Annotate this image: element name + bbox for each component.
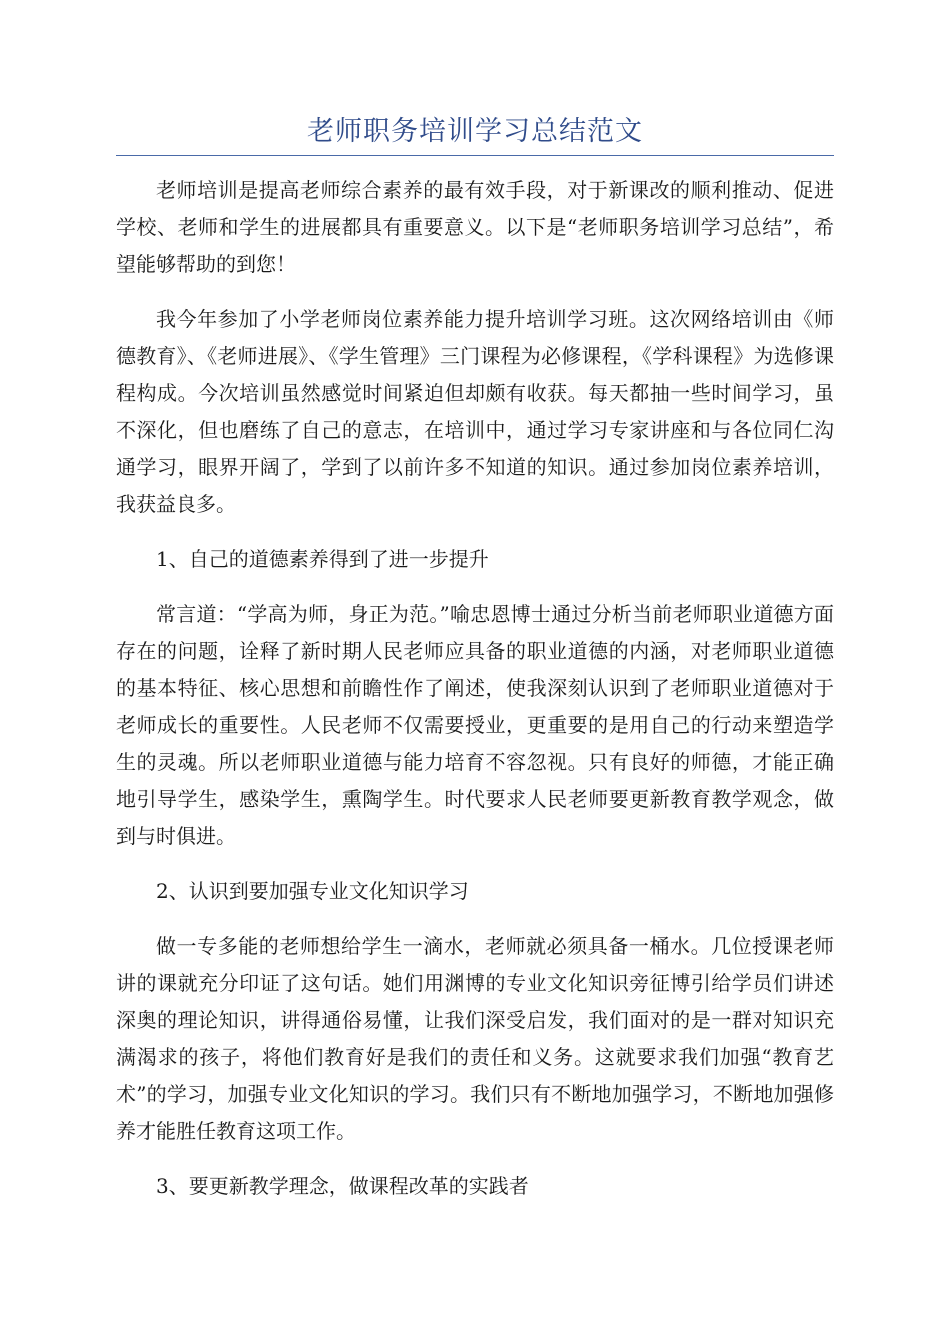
section-heading-2: 2、认识到要加强专业文化知识学习 [156, 879, 469, 903]
section-heading-1: 1、自己的道德素养得到了进一步提升 [156, 547, 489, 571]
paragraph-overview: 我今年参加了小学老师岗位素养能力提升培训学习班。这次网络培训由《师德教育》、《老师进展》、《学生管理》三门课程为必修课程，《学科课程》为选修课程构成。今次培训虽然感觉时间紧迫但却颇有收获。每天都抽一些时间学习，虽不深化，但也磨练了自己的意志，在培训中，通过学习专家讲座和与各位同仁沟通学习，眼界开阔了，学到了以前许多不知道的知识。通过参加岗位素养培训，我获益良多。 [116, 307, 834, 516]
paragraph-intro: 老师培训是提高老师综合素养的最有效手段，对于新课改的顺利推动、促进学校、老师和学生的进展都具有重要意义。以下是“老师职务培训学习总结”，希望能够帮助的到您！ [116, 178, 834, 276]
title-divider [116, 155, 834, 156]
paragraph-section-1: 常言道：“学高为师，身正为范。”喻忠恩博士通过分析当前老师职业道德方面存在的问题，诠释了新时期人民老师应具备的职业道德的内涵，对老师职业道德的基本特征、核心思想和前瞻性作了阐述，使我深刻认识到了老师职业道德对于老师成长的重要性。人民老师不仅需要授业，更重要的是用自己的行动来塑造学生的灵魂。所以老师职业道德与能力培育不容忽视。只有良好的师德，才能正确地引导学生，感染学生，熏陶学生。时代要求人民老师要更新教育教学观念，做到与时俱进。 [116, 602, 834, 848]
page-title: 老师职务培训学习总结范文 [307, 116, 643, 147]
paragraph-section-2: 做一专多能的老师想给学生一滴水，老师就必须具备一桶水。几位授课老师讲的课就充分印证了这句话。她们用渊博的专业文化知识旁征博引给学员们讲述深奥的理论知识，讲得通俗易懂，让我们深受启发，我们面对的是一群对知识充满渴求的孩子，将他们教育好是我们的责任和义务。这就要求我们加强“教育艺术”的学习，加强专业文化知识的学习。我们只有不断地加强学习，不断地加强修养才能胜任教育这项工作。 [116, 934, 834, 1143]
document-body [116, 172, 834, 1223]
section-heading-3: 3、要更新教学理念，做课程改革的实践者 [156, 1174, 529, 1198]
